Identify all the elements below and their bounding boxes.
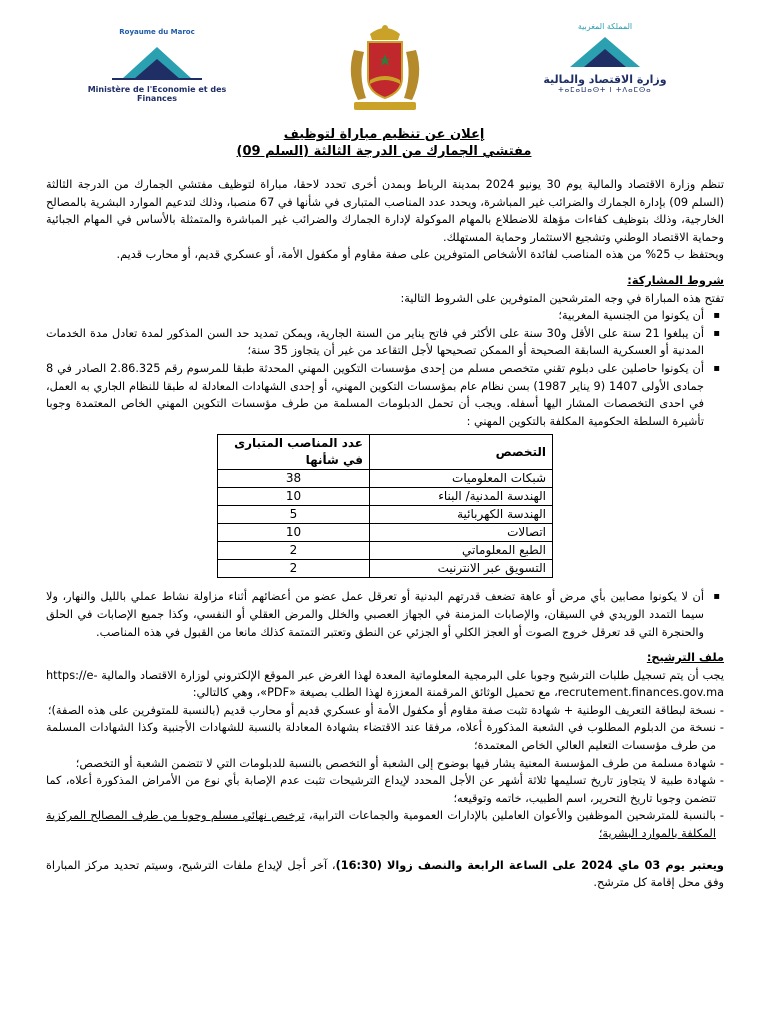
specialty-cell: اتصالات — [370, 524, 553, 542]
specialty-cell: الهندسة المدنية/ البناء — [370, 488, 553, 506]
deadline-paragraph — [46, 857, 724, 892]
dossier-documents-list — [46, 702, 724, 843]
list-item: - نسخة لبطاقة التعريف الوطنية + شهادة تثبت صفة مقاوم أو مكفول الأمة أو عسكري قديم أو محارب قديم (بالنسبة للمتوفرين على هذه الصفة)؛ — [46, 702, 724, 720]
ministry-emblem-icon — [102, 39, 212, 81]
logo-left-kingdom: Royaume du Maroc — [119, 28, 195, 36]
authorization-text: بالنسبة للمترشحين الموظفين والأعوان العاملين بالإدارات العمومية والجماعات الترابية، — [304, 809, 716, 823]
title-line-1: إعلان عن تنظيم مباراة لتوظيف — [283, 127, 485, 142]
ministry-logo-arabic — [530, 22, 680, 94]
list-item — [46, 807, 724, 842]
list-item: ▪ أن يكونوا حاصلين على دبلوم تقني متخصص مسلم من إحدى مؤسسات التكوين المهني المحدثة طبقا للمرسوم رقم 2.86.325 الصادر في 8 جمادى الأولى 1407 (9 يناير 1987) بسن نظام عام بمؤسسات التكوين المهني، أو إحدى الشهادات المعادلة له طبقا للنظام الجاري به العمل، في احدى التخصصات المشار اليها أسفله. ويجب أن تحمل الدبلومات المسلمة من طرف مؤسسات التكوين المهني الخاص المعتمدة وجوبا تأشيرة السلطة الحكومية المكلفة بالتكوين المهني : — [46, 360, 704, 430]
ministry-logo-french — [82, 28, 232, 103]
table-row — [218, 488, 553, 506]
table-header-row — [218, 435, 553, 470]
deadline-date: ويعتبر يوم 03 ماي 2024 على الساعة الرابعة والنصف زوالا (16:30) — [335, 858, 724, 872]
list-item: - شهادة مسلمة من طرف المؤسسة المعنية يشار فيها بوضوح إلى الشعبة أو التخصص بالنسبة للدبلومات التي لا تتضمن الشعبة أو التخصص؛ — [46, 755, 724, 773]
conditions-list — [46, 307, 724, 430]
table-row — [218, 560, 553, 578]
specialty-cell: شبكات المعلوميات — [370, 470, 553, 488]
positions-cell: 2 — [218, 560, 370, 578]
column-header-specialty: التخصص — [370, 435, 553, 470]
table-row — [218, 524, 553, 542]
intro-paragraph: تنظم وزارة الاقتصاد والمالية يوم 30 يونيو 2024 بمدينة الرباط وبمدن أخرى تحدد لاحقا، مباراة لتوظيف مفتشي الجمارك من الدرجة الثالثة (السلم 09) بإدارة الجمارك والضرائب غير المباشرة، ويحدد عدد المناصب المتبارى في شأنها في 67 منصبا، وذلك لتدعيم الموارد البشرية بالمصالح الخارجية، وذلك بتوظيف كفاءات مؤهلة للاضطلاع بالمهام الموكولة لإدارة الجمارك والضرائب غير المباشرة والمتمثلة بالأساس في المهام الجبائية وحماية الاقتصاد الوطني وتشجيع الاستثمار وحماية المستهلك. — [46, 178, 724, 244]
conditions-lead: تفتح هذه المباراة في وجه المترشحين المتوفرين على الشروط التالية: — [400, 291, 724, 305]
positions-table — [217, 434, 553, 578]
list-item: ▪ أن يكونوا من الجنسية المغربية؛ — [46, 307, 704, 325]
list-item: - نسخة من الدبلوم المطلوب في الشعبة المذكورة أعلاه، مرفقا عند الاقتضاء بشهادة المعادلة بالنسبة للشهادات الأجنبية وكذا الشهادات المسلمة من طرف مؤسسات التعليم العالي الخاص المعتمدة؛ — [46, 719, 724, 754]
specialty-cell: التسويق عبر الانترنيت — [370, 560, 553, 578]
coat-of-arms-icon — [340, 20, 430, 112]
logo-right-tifinagh: ⵜⴰⵎⴰⵡⴰⵙⵜ ⵏ ⵜⴷⴰⵎⵙⴰ — [558, 86, 652, 94]
health-condition-list — [46, 588, 724, 641]
table-row — [218, 542, 553, 560]
list-item: - شهادة طبية لا يتجاوز تاريخ تسليمها ثلاثة أشهر عن الأجل المحدد لإيداع الترشيحات تثبت عدم الإصابة بأي نوع من الأمراض المذكورة أعلاه، كما تتضمن وجوبا تاريخ التحرير، اسم الطبيب، خاتمه وتوقيعه؛ — [46, 772, 724, 807]
announcement-title — [0, 126, 768, 160]
logo-left-ministry-name: Ministère de l'Economie et des Finances — [87, 85, 227, 103]
deadline-rest: ، آخر أجل لإيداع ملفات الترشيح، وسيتم تحديد مركز المباراة وفق محل إقامة كل مترشح. — [46, 858, 724, 890]
list-item: ▪ أن لا يكونوا مصابين بأي مرض أو عاهة تضعف قدرتهم البدنية أو تعرقل عمل عضو من أعضائهم أثناء مزاولة نشاط عملي بالليل والنهار، ولا سيما التمدد الوريدي في السيقان، والإصابات المزمنة في الجهاز العصبي والخلل والمرض العقلي أو النفسي، وكذا جميع الإصابات في الحلق والحنجرة التي قد تعرقل خروج الصوت أو العجز الكلي أو الجزئي عن النطق وتعتبر التمتمة كذلك مانعا من القبول في هذه المناصب. — [46, 588, 704, 641]
ministry-emblem-icon — [560, 33, 650, 69]
positions-cell: 38 — [218, 470, 370, 488]
title-line-2: مفتشي الجمارك من الدرجة الثالثة (السلم 09) — [236, 144, 532, 159]
table-row — [218, 470, 553, 488]
specialty-cell: الطبع المعلوماتي — [370, 542, 553, 560]
positions-cell: 10 — [218, 524, 370, 542]
list-item: ▪ أن يبلغوا 21 سنة على الأقل و30 سنة على الأكثر في فاتح يناير من السنة الجارية، ويمكن تمديد حد السن المذكور لمدة تعادل مدة الخدمات المدنية أو العسكرية السابقة الصحيحة أو الممكن تصحيحها لأجل التقاعد من غير أن يتجاوز 35 سنة؛ — [46, 325, 704, 360]
authorization-underlined: ترخيص نهائي مسلم وجوبا من طرف المصالح المركزية المكلفة بالموارد البشرية؛ — [46, 809, 716, 841]
logo-right-kingdom: المملكة المغربية — [577, 22, 633, 31]
specialty-cell: الهندسة الكهربائية — [370, 506, 553, 524]
announcement-body — [46, 176, 724, 892]
logo-right-ministry-name: وزارة الاقتصاد والمالية — [543, 73, 667, 86]
dossier-heading: ملف الترشيح: — [646, 651, 724, 665]
conditions-heading: شروط المشاركة: — [627, 273, 724, 287]
table-row — [218, 506, 553, 524]
dossier-lead: يجب أن يتم تسجيل طلبات الترشيح وجوبا على البرمجية المعلوماتية المعدة لهذا الغرض عبر الموقع الإلكتروني لوزارة الاقتصاد والمالية https://e-recrutement.finances.gov.ma، مع تحميل الوثائق المرقمنة المعززة لهذا الطلب بصيغة «PDF»، وهي كالتالي: — [46, 668, 724, 700]
positions-cell: 10 — [218, 488, 370, 506]
reserved-quota-paragraph: ويحتفظ ب 25% من هذه المناصب لفائدة الأشخاص المتوفرين على صفة مقاوم أو مكفول الأمة، أو عسكري قديم، أو محارب قديم. — [116, 248, 724, 262]
header — [0, 0, 768, 120]
positions-cell: 2 — [218, 542, 370, 560]
positions-cell: 5 — [218, 506, 370, 524]
column-header-positions: عدد المناصب المتبارى في شأنها — [218, 435, 370, 470]
